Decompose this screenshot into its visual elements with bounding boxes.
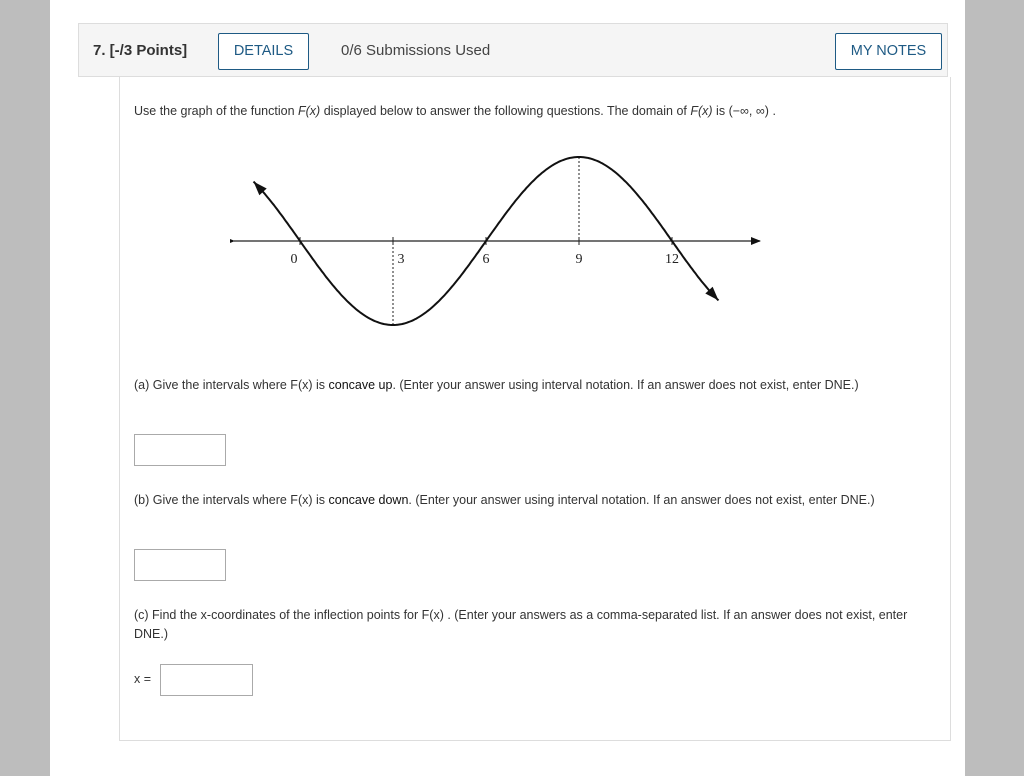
part-c-text: (c) Find the x-coordinates of the inflection points for F(x) . (Enter your answers as a comma-separated list. If an answer does not exist, enter DNE.) <box>134 608 908 641</box>
intro-part4: . <box>768 104 776 118</box>
question-body <box>119 77 951 741</box>
concave-up-keyword: concave up <box>328 378 393 392</box>
page <box>50 0 965 776</box>
part-a-text <box>134 376 934 395</box>
part-b-answer-input[interactable] <box>134 549 226 581</box>
intro-fx1: F(x) <box>298 104 321 118</box>
domain-interval: (−∞, ∞) <box>728 104 769 118</box>
concave-down-keyword: concave down <box>328 493 409 507</box>
part-a-answer-input[interactable] <box>134 434 226 466</box>
details-button[interactable]: DETAILS <box>218 33 309 70</box>
intro-text <box>134 102 934 121</box>
question-points: 7. [-/3 Points] <box>93 42 188 59</box>
part-a-pre: (a) Give the intervals where F(x) is <box>134 378 329 392</box>
part-b-post: . (Enter your answer using interval notation. If an answer does not exist, enter DNE.) <box>408 493 875 507</box>
x-tick-label: 3 <box>397 252 405 267</box>
intro-part1: Use the graph of the function <box>134 104 298 118</box>
x-tick-label: 12 <box>665 252 679 267</box>
intro-part3: is <box>712 104 729 118</box>
question-header <box>78 23 948 77</box>
part-c-answer-input[interactable] <box>160 664 253 696</box>
submissions-used: 0/6 Submissions Used <box>341 42 491 59</box>
function-graph <box>230 149 790 349</box>
part-b-text <box>134 491 934 510</box>
part-b-pre: (b) Give the intervals where F(x) is <box>134 493 329 507</box>
my-notes-button[interactable]: MY NOTES <box>835 33 942 70</box>
x-tick-label: 9 <box>575 252 583 267</box>
x-tick-label: 0 <box>290 252 298 267</box>
part-c-x-label: x = <box>134 672 152 686</box>
part-a-post: . (Enter your answer using interval notation. If an answer does not exist, enter DNE.) <box>392 378 859 392</box>
intro-fx2: F(x) <box>690 104 713 118</box>
intro-part2: displayed below to answer the following questions. The domain of <box>320 104 691 118</box>
x-tick-label: 6 <box>482 252 490 267</box>
